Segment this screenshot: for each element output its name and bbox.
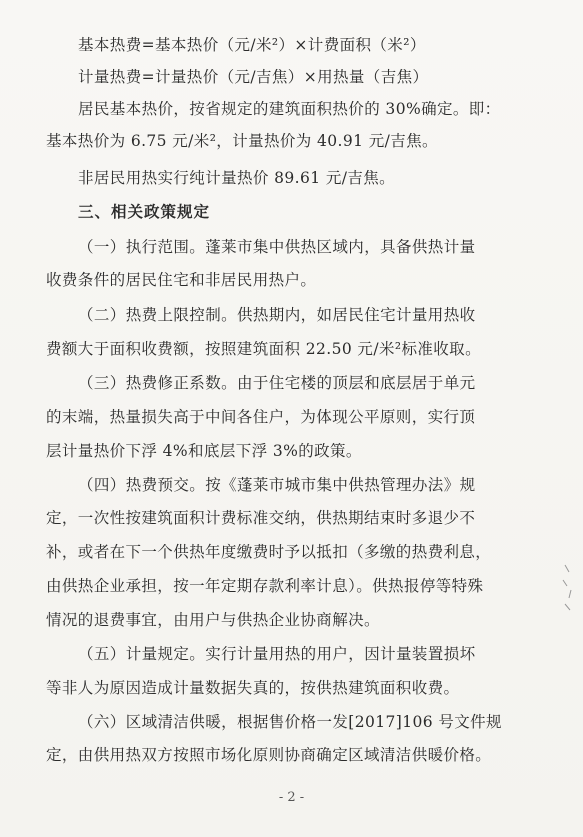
section-heading: 三、相关政策规定 <box>78 203 211 221</box>
text-line: 基本热费=基本热价（元/米²）×计费面积（米²） <box>78 36 426 54</box>
text-line: 定，一次性按建筑面积计费标准交纳，供热期结束时多退少不 <box>46 509 476 527</box>
text-line: （三）热费修正系数。由于住宅楼的顶层和底层居于单元 <box>78 374 476 392</box>
text-line: 计量热费=计量热价（元/吉焦）×用热量（吉焦） <box>78 68 429 86</box>
text-line: 补，或者在下一个供热年度缴费时予以抵扣（多缴的热费利息， <box>46 543 492 561</box>
text-line: 收费条件的居民住宅和非居民用热户。 <box>46 271 317 289</box>
text-line: （一）执行范围。蓬莱市集中供热区域内，具备供热计量 <box>78 238 476 256</box>
text-line: 非居民用热实行纯计量热价 89.61 元/吉焦。 <box>78 169 396 187</box>
text-line: （五）计量规定。实行计量用热的用户，因计量装置损坏 <box>78 645 476 663</box>
text-line: 等非人为原因造成计量数据失真的，按供热建筑面积收费。 <box>46 679 460 697</box>
page-number: - 2 - <box>278 790 305 805</box>
text-line: 定，由供用热双方按照市场化原则协商确定区域清洁供暖价格。 <box>46 746 492 764</box>
text-line: 由供热企业承担，按一年定期存款利率计息）。供热报停等特殊 <box>46 577 484 595</box>
text-line: 层计量热价下浮 4%和底层下浮 3%的政策。 <box>46 442 362 460</box>
text-line: （四）热费预交。按《蓬莱市城市集中供热管理办法》规 <box>78 476 476 494</box>
text-line: （二）热费上限控制。供热期内，如居民住宅计量用热收 <box>78 306 476 324</box>
text-line: （六）区域清洁供暖，根据售价格一发[2017]106 号文件规 <box>78 713 502 731</box>
text-line: 情况的退费事宜，由用户与供热企业协商解决。 <box>46 611 380 629</box>
text-line: 的末端，热量损失高于中间各住户，为体现公平原则，实行顶 <box>46 408 476 426</box>
text-line: 费额大于面积收费额，按照建筑面积 22.50 元/米²标准收取。 <box>46 340 481 358</box>
text-line: 居民基本热价，按省规定的建筑面积热价的 30%确定。即： <box>78 100 501 118</box>
scan-artifact <box>545 560 575 620</box>
text-line: 基本热价为 6.75 元/米²，计量热价为 40.91 元/吉焦。 <box>46 132 438 150</box>
